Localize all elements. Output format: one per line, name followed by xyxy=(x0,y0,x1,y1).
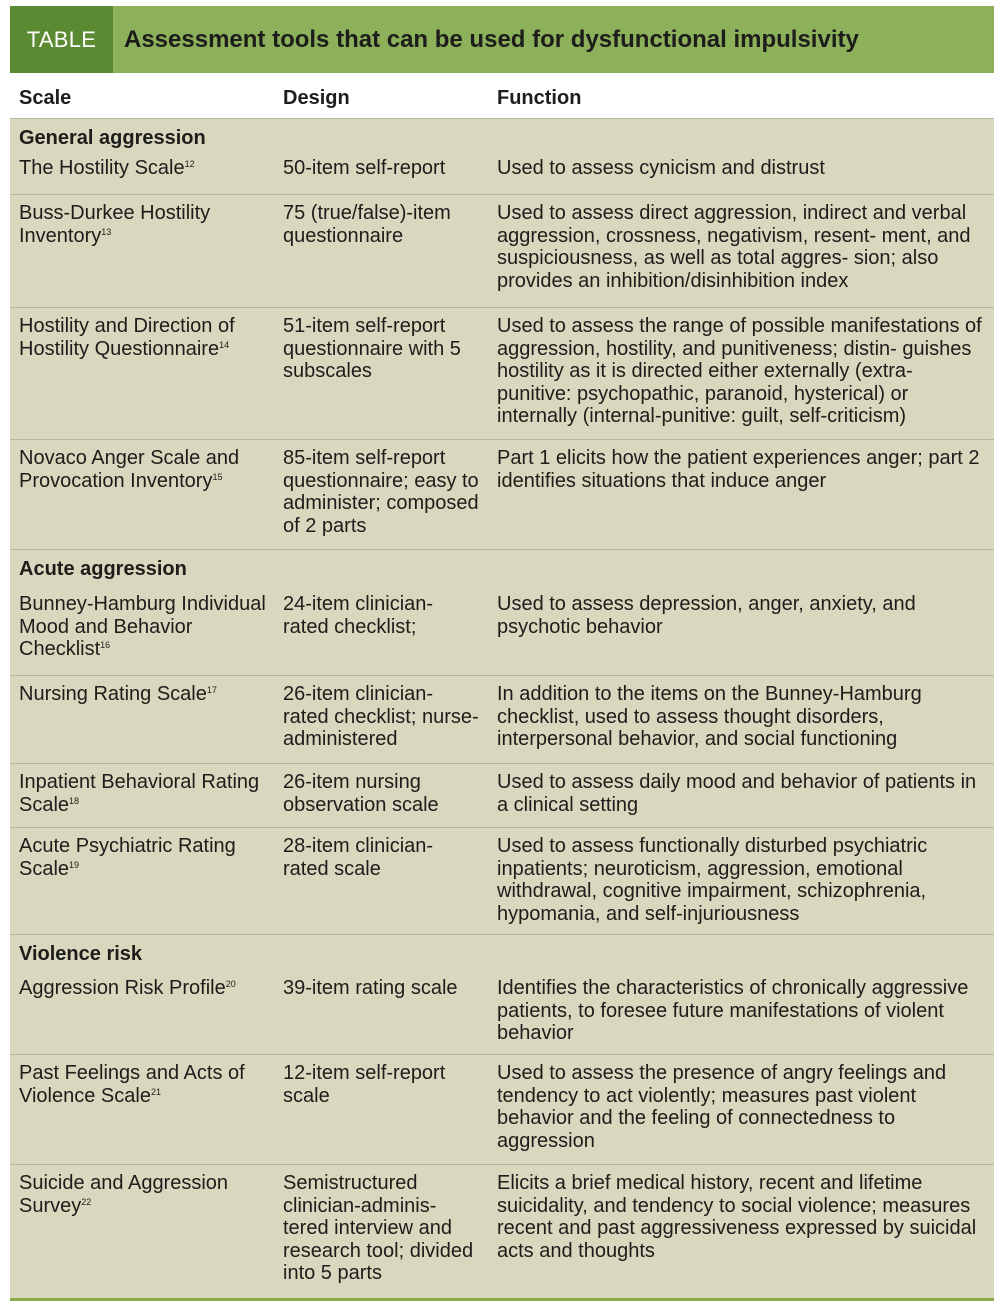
section-title: General aggression xyxy=(19,127,206,149)
table-row xyxy=(10,157,994,194)
section-header xyxy=(10,119,994,155)
function-cell: Identifies the characteristics of chronically aggressive patients, to foresee future manifestations of violent behavior xyxy=(497,977,969,1044)
table-row xyxy=(10,307,994,439)
function-cell: Used to assess direct aggression, indirect and verbal aggression, crossness, negativism, resent- ment, and suspiciousness, as well as total aggres- sion; also provides an inhibition/disinhibition index xyxy=(497,202,971,292)
function-cell: Used to assess depression, anger, anxiety, and psychotic behavior xyxy=(497,593,916,638)
reference-number: 18 xyxy=(69,795,80,806)
section-header xyxy=(10,549,994,585)
design-cell: 26-item clinician- rated checklist; nurse-administered xyxy=(283,683,479,750)
scale-cell: Novaco Anger Scale and Provocation Inventory$^{15}$ xyxy=(19,447,240,492)
table-row xyxy=(10,763,994,827)
function-cell: Used to assess cynicism and distrust xyxy=(497,157,825,179)
column-header-row xyxy=(10,73,994,119)
column-header-design: Design xyxy=(283,87,350,109)
scale-cell: Nursing Rating Scale$^{17}$ xyxy=(19,683,217,705)
section-title: Acute aggression xyxy=(19,558,187,580)
section-header xyxy=(10,934,994,970)
scale-cell: Bunney-Hamburg Individual Mood and Behavior Checklist$^{16}$ xyxy=(19,593,266,660)
reference-number: 17 xyxy=(206,685,217,695)
table-tag: TABLE xyxy=(10,6,113,73)
design-cell: 51-item self-report questionnaire with 5 subscales xyxy=(283,315,461,382)
design-cell: 12-item self-report scale xyxy=(283,1062,446,1107)
scale-cell: Aggression Risk Profile$^{20}$ xyxy=(19,977,236,999)
scale-cell: Hostility and Direction of Hostility Questionnaire$^{14}$ xyxy=(19,315,235,360)
function-cell: Used to assess functionally disturbed psychiatric inpatients; neuroticism, aggression, emotional withdrawal, cognitive impairment, schizophrenia, hypomania, and self-injuriousness xyxy=(497,835,928,925)
scale-cell: Acute Psychiatric Rating Scale$^{19}$ xyxy=(19,835,236,880)
table-row xyxy=(10,1054,994,1164)
design-cell: 28-item clinician- rated scale xyxy=(283,835,434,880)
table-row xyxy=(10,977,994,1057)
column-header-scale: Scale xyxy=(19,87,72,109)
table-row xyxy=(10,675,994,763)
scale-cell: Suicide and Aggression Survey$^{22}$ xyxy=(19,1172,229,1217)
function-cell: Part 1 elicits how the patient experiences anger; part 2 identifies situations that induce anger xyxy=(497,447,980,492)
design-cell: Semistructured clinician-adminis- tered interview and research tool; divided into 5 parts xyxy=(283,1172,474,1284)
function-cell: Used to assess daily mood and behavior of patients in a clinical setting xyxy=(497,771,977,816)
reference-number: 19 xyxy=(69,859,80,870)
table-row xyxy=(10,593,994,683)
design-cell: 50-item self-report xyxy=(283,157,446,179)
table-title: Assessment tools that can be used for dysfunctional impulsivity xyxy=(124,26,859,53)
table-title-bar xyxy=(10,6,994,73)
table-row xyxy=(10,827,994,937)
column-header-function: Function xyxy=(497,87,582,109)
design-cell: 85-item self-report questionnaire; easy to administer; composed of 2 parts xyxy=(283,447,479,537)
section-title: Violence risk xyxy=(19,943,143,965)
table-row xyxy=(10,1164,994,1294)
table-container xyxy=(10,6,994,1301)
table-row xyxy=(10,194,994,307)
design-cell: 75 (true/false)-item questionnaire xyxy=(283,202,451,247)
reference-number: 15 xyxy=(212,471,223,482)
reference-number: 21 xyxy=(150,1086,161,1097)
design-cell: 26-item nursing observation scale xyxy=(283,771,439,816)
reference-number: 16 xyxy=(100,640,111,650)
scale-cell: The Hostility Scale$^{12}$ xyxy=(19,157,195,179)
reference-number: 12 xyxy=(184,159,195,169)
design-cell: 24-item clinician- rated checklist; xyxy=(283,593,434,638)
scale-cell: Inpatient Behavioral Rating Scale$^{18}$ xyxy=(19,771,260,816)
function-cell: Used to assess the presence of angry feelings and tendency to act violently; measures past violent behavior and the feeling of connectedness to aggression xyxy=(497,1062,947,1152)
reference-number: 14 xyxy=(219,339,230,350)
function-cell: Elicits a brief medical history, recent and lifetime suicidality, and tendency to social violence; measures recent and past aggressiveness expressed by suicidal acts and thoughts xyxy=(497,1172,977,1262)
scale-cell: Past Feelings and Acts of Violence Scale$^{21}$ xyxy=(19,1062,245,1107)
scale-cell: Buss-Durkee Hostility Inventory$^{13}$ xyxy=(19,202,211,247)
function-cell: In addition to the items on the Bunney-Hamburg checklist, used to assess thought disorders, interpersonal behavior, and social functioning xyxy=(497,683,922,750)
reference-number: 13 xyxy=(101,226,112,237)
reference-number: 20 xyxy=(225,979,236,989)
reference-number: 22 xyxy=(81,1196,92,1207)
table-row xyxy=(10,439,994,549)
function-cell: Used to assess the range of possible manifestations of aggression, hostility, and punitiveness; distin- guishes hostility as it is directed either externally (extra-punitive: psychopathic, paranoid, hysterical) or internally (internal-punitive: guilt, self-criticism) xyxy=(497,315,982,427)
design-cell: 39-item rating scale xyxy=(283,977,458,999)
